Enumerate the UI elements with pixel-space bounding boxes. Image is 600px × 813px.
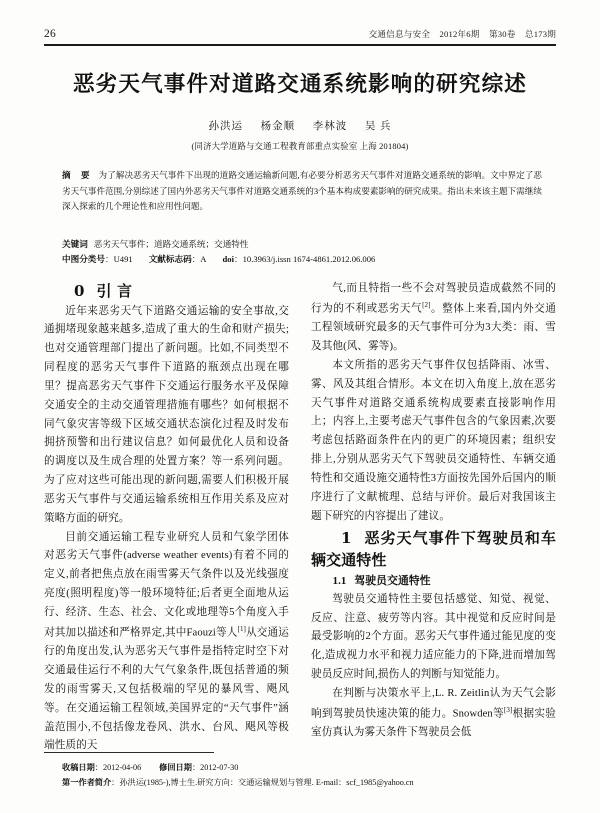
clc-label: 中图分类号 [62,254,105,264]
doi-label: doi [222,254,234,264]
abstract-label: 摘 要 [62,170,94,180]
paragraph [311,685,556,743]
reference-marker: [3] [503,705,513,714]
section-number: 0 [74,282,85,300]
left-column [44,280,289,752]
section-title: 引 言 [96,282,133,300]
clc-value: U491 [113,254,133,264]
received-date-label: 收稿日期 [62,762,95,772]
paragraph-text: 认为天气会影响到驾驶员快速决策的能力。 [311,687,556,720]
journal-serial: 总173期 [524,29,556,39]
paragraph [311,280,556,357]
abstract [62,168,542,215]
keywords-text: 恶劣天气事件；道路交通系统；交通特性 [93,239,249,249]
paragraph-text: 等 [492,708,504,720]
paragraph-text: 根据实验室仿真认为雾天条件下驾驶员会低 [311,708,556,739]
running-head [44,26,556,40]
paragraph-text: 从交通运行的角度出发,认为恶劣天气事件是指特定时空下对交通最佳运行不利的大气气象条件,既包括普通的频发的雨雪雾天,又包括极端的罕见的暴风雪、飓风等。在交通运输工程领域,美国界定的“天气事件”涵盖范围小,不包括像龙卷风、洪水、台风、飓风等极端性质的天 [44,627,289,752]
footnote-author-bio: 第一作者简介：孙洪运(1985-),博士生.研究方向：交通运输规划与管理. E-mail：scf_1985@yahoo.cn [62,778,414,788]
page-title: 恶劣天气事件对道路交通系统影响的研究综述 [72,72,527,97]
author-bio-label: 第一作者简介 [62,778,112,788]
author-name: 杨金顺 [260,121,296,132]
paragraph-text: 目前交通运输工程专业研究人员和气象学团体对恶劣天气事件 [44,531,289,562]
journal-volume: 第30卷 [488,29,516,39]
footnote-dates: 收稿日期：2012-04-06 修回日期：2012-07-30 [62,762,239,772]
section-number: 1 [341,528,352,547]
keywords [62,237,542,252]
author-affiliation: (同济大学道路与交通工程教育部重点实验室 上海 201804) [191,142,409,151]
section-heading-0 [44,280,289,303]
citation-author: Snowden [452,708,493,720]
journal-name: 交通信息与安全 [368,29,431,39]
paragraph-text: 等人 [215,627,238,639]
author-name: 孙洪运 [208,121,243,132]
document-code-value: A [200,254,207,264]
body-columns [44,280,556,752]
journal-issue: 2012年6期 [439,29,480,39]
received-date-value: 2012-04-06 [102,762,142,772]
author-list [44,118,556,133]
paragraph: 驾驶员交通特性主要包括感觉、知觉、视觉、反应、注意、疲劳等内容。其中视觉和反应时间是最受影响的2个方面。恶劣天气事件通过能见度的变化,造成视力水平和视力适应能力的下降,进而增加驾驶员反应时间,损伤人的判断与知觉能力。 [311,593,556,681]
section-heading-1-1 [311,572,556,591]
author-name: 吴 兵 [364,121,392,132]
paragraph-text: 气,而且特指一些不会对驾驶员造成截然不同的行为的不利或恶劣天气 [311,283,556,315]
term-english: (adverse weather events) [123,550,233,562]
author-name: 李林波 [312,121,348,132]
paragraph: 近年来恶劣天气下道路交通运输的安全事故,交通拥堵现象越来越多,造成了重大的生命和财产损失;也对交通管理部门提出了新问题。比如,不同类型不同程度的恶劣天气事件下道路的瓶颈点出现在哪里？提高恶劣天气事件下交通运行服务水平及保障交通安全的主动交通管理措施有哪些？如何根据不同气象灾害等级下区域交通状态演化过程及时发布拥挤预警和出行建议信息？如何最优化人员和设备的调度以及生成合理的处置方案？等一系列问题。为了应对这些可能出现的新问题,需要人们积极开展恶劣天气事件与交通运输系统相互作用关系及应对策略方面的研究。 [44,305,289,524]
citation-author: Faouzi [186,627,216,639]
abstract-text: 为了解决恶劣天气事件下出现的道路交通运输新问题,有必要分析恶劣天气事件对道路交通系统的影响。文中界定了恶劣天气事件范围,分别综述了国内外恶劣天气事件对道路交通系统的3个基本构成要素影响的研究成果。指出未来该主题下需继续深入探索的几个理论性和应用性问题。 [62,170,542,212]
author-bio-value: 孙洪运(1985-),博士生.研究方向：交通运输规划与管理. E-mail：scf_1985@yahoo.cn [119,778,414,788]
paragraph-text: 。整体上来看,国内外交通工程领域研究最多的天气事件可分为3大类：雨、雪及其他(风、雾等)。 [311,303,556,353]
section-heading-1 [311,527,556,572]
footnote-divider [44,752,214,753]
section-number: 1.1 [332,574,347,587]
revised-date-value: 2012-07-30 [200,762,239,772]
citation-author: L. R. Zeitlin [434,687,490,699]
reference-marker: [1] [237,624,246,633]
keywords-label: 关键词 [62,239,88,249]
footnote [62,760,556,791]
paragraph-text: 有着不同的定义,前者把焦点放在雨雪雾天气条件以及光线强度亮度(照明程度)等一般环境特征;后者更全面地从运行、经济、生态、社会、文化或地理等5个角度入手对其加以描述和严格界定,其中 [44,550,289,639]
paragraph: 本文所指的恶劣天气事件仅包括降雨、冰雪、雾、风及其组合情形。本文在切入角度上,放在恶劣天气事件对道路交通系统构成要素直接影响作用上；内容上,主要考虑天气事件包含的气象因素,次要考虑包括路面条件在内的更广的环境因素；组织安排上,分别从恶劣天气下驾驶员交通特性、车辆交通特性和交通设施交通特性3方面按先国外后国内的顺序进行了文献梳理、总结与评价。最后对我国该主题下研究的内容提出了建议。 [311,359,556,522]
reference-marker: [2] [422,300,431,309]
journal-info [369,28,556,40]
doi-value: 10.3963/j.issn 1674-4861.2012.06.006 [242,254,376,264]
revised-date-label: 修回日期 [159,762,192,772]
paragraph [44,529,289,757]
page-number: 26 [44,28,57,40]
section-title: 恶劣天气事件下驾驶员和车辆交通特性 [311,528,556,569]
paragraph-text: 在判断与决策水平上, [332,687,435,699]
right-column [311,280,556,743]
header-divider [44,44,556,46]
document-code-label: 文献标志码 [148,254,192,264]
section-title: 驾驶员交通特性 [354,574,431,587]
classification-line: 中图分类号：U491 文献标志码：A doi：10.3963/j.issn 1674-4861.2012.06.006 [62,254,376,264]
